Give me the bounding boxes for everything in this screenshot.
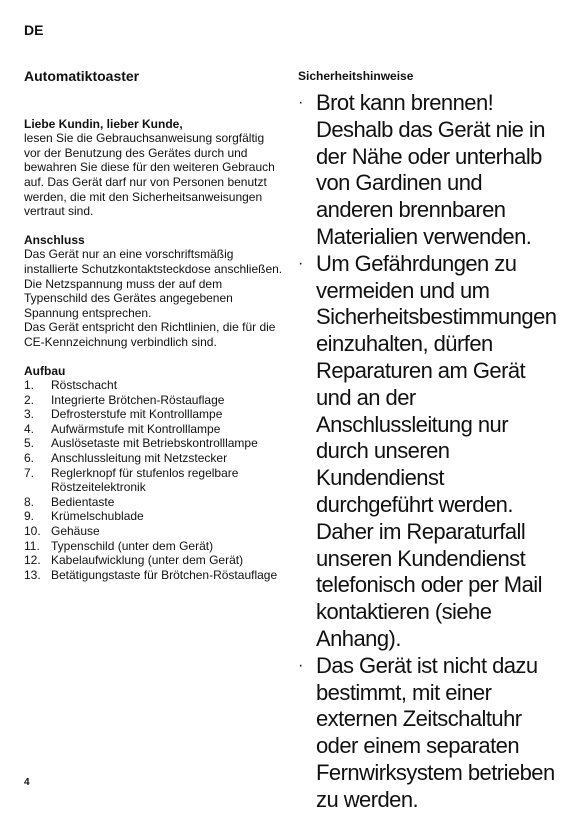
list-item xyxy=(24,407,284,422)
item-text: Krümelschublade xyxy=(51,509,144,524)
anschluss-heading: Anschluss xyxy=(24,232,85,247)
list-item xyxy=(24,524,284,539)
item-number: 8. xyxy=(24,494,35,509)
list-item xyxy=(24,495,284,510)
list-item xyxy=(298,251,560,653)
list-item xyxy=(24,553,284,568)
item-number: 5. xyxy=(24,436,35,451)
bullet-text: Das Gerät ist nicht dazu bestimmt, mit einer externen Zeitschaltuhr oder einem separaten Fernwirksystem betrieben zu werden. xyxy=(316,652,555,812)
item-text: Defrosterstufe mit Kontrolllampe xyxy=(51,407,223,422)
item-text: Aufwärmstufe mit Kontrolllampe xyxy=(51,421,221,436)
page-number: 4 xyxy=(24,777,30,788)
bullet-text: Brot kann brennen! Deshalb das Gerät nie in der Nähe oder unterhalb von Gardinen und anderen brennbaren Materialien verwenden. xyxy=(316,90,545,249)
item-number: 10. xyxy=(24,524,41,539)
left-column xyxy=(24,69,284,582)
bullet-icon: · xyxy=(298,94,303,111)
item-number: 7. xyxy=(24,465,35,480)
list-item xyxy=(24,451,284,466)
item-number: 1. xyxy=(24,378,35,393)
safety-list xyxy=(298,90,560,814)
list-item xyxy=(298,653,560,814)
list-item xyxy=(298,90,560,251)
anschluss-paragraph-3: Das Gerät entspricht den Richtlinien, die für die CE-Kennzeichnung verbindlich sind. xyxy=(24,320,276,349)
bullet-icon: · xyxy=(298,656,303,674)
item-text: Röstschacht xyxy=(51,378,118,393)
item-text: Auslösetaste mit Betriebskontrolllampe xyxy=(51,436,258,451)
item-number: 4. xyxy=(24,421,35,436)
page-title: Automatiktoaster xyxy=(24,68,140,84)
item-number: 9. xyxy=(24,509,35,524)
item-text: Betätigungstaste für Brötchen-Röstauflage xyxy=(51,567,278,582)
item-text: Reglerknopf für stufenlos regelbare Röstzeitelektronik xyxy=(51,465,239,495)
item-text: Integrierte Brötchen-Röstauflage xyxy=(51,392,225,407)
item-text: Gehäuse xyxy=(51,524,100,539)
bullet-icon: · xyxy=(298,254,303,272)
right-column xyxy=(298,69,560,814)
item-number: 2. xyxy=(24,392,35,407)
list-item xyxy=(24,393,284,408)
item-text: Typenschild (unter dem Gerät) xyxy=(51,538,214,553)
list-item xyxy=(24,436,284,451)
language-code: DE xyxy=(24,22,44,38)
bullet-text: Um Gefährdungen zu vermeiden und um Sicherheitsbestimmungen einzuhalten, dürfen Reparaturen am Gerät und an der Anschlussleitung nur durch unseren Kundendienst durchgeführt werden. Daher im Reparaturfall unseren Kundendienst telefonisch oder per Mail kontaktieren (siehe Anhang). xyxy=(316,250,557,651)
list-item xyxy=(24,378,284,393)
item-text: Anschlussleitung mit Netzstecker xyxy=(51,451,228,466)
list-item xyxy=(24,539,284,554)
list-item xyxy=(24,466,284,495)
item-text: Kabelaufwicklung (unter dem Gerät) xyxy=(51,553,244,568)
item-text: Bedientaste xyxy=(51,494,115,509)
anschluss-paragraph-2: Die Netzspannung muss der auf dem Typenschild des Gerätes angegebenen Spannung entsprechen. xyxy=(24,276,233,320)
safety-heading: Sicherheitshinweise xyxy=(298,69,414,83)
aufbau-list xyxy=(24,378,284,582)
list-item xyxy=(24,568,284,583)
item-number: 13. xyxy=(24,567,41,582)
item-number: 11. xyxy=(24,538,40,553)
aufbau-heading: Aufbau xyxy=(24,363,66,378)
list-item xyxy=(24,509,284,524)
anschluss-paragraph-1: Das Gerät nur an eine vorschriftsmäßig installierte Schutzkontaktsteckdose anschließen. xyxy=(24,247,283,276)
intro-paragraph: lesen Sie die Gebrauchsanweisung sorgfältig vor der Benutzung des Gerätes durch und bewahren Sie diese für den weiteren Gebrauch auf. Das Gerät darf nur von Personen benutzt werden, die mit den Sicherheitsanweisungen vertraut sind. xyxy=(24,131,275,219)
item-number: 12. xyxy=(24,553,41,568)
item-number: 6. xyxy=(24,451,35,466)
greeting: Liebe Kundin, lieber Kunde, xyxy=(24,116,183,131)
item-number: 3. xyxy=(24,407,35,422)
list-item xyxy=(24,422,284,437)
